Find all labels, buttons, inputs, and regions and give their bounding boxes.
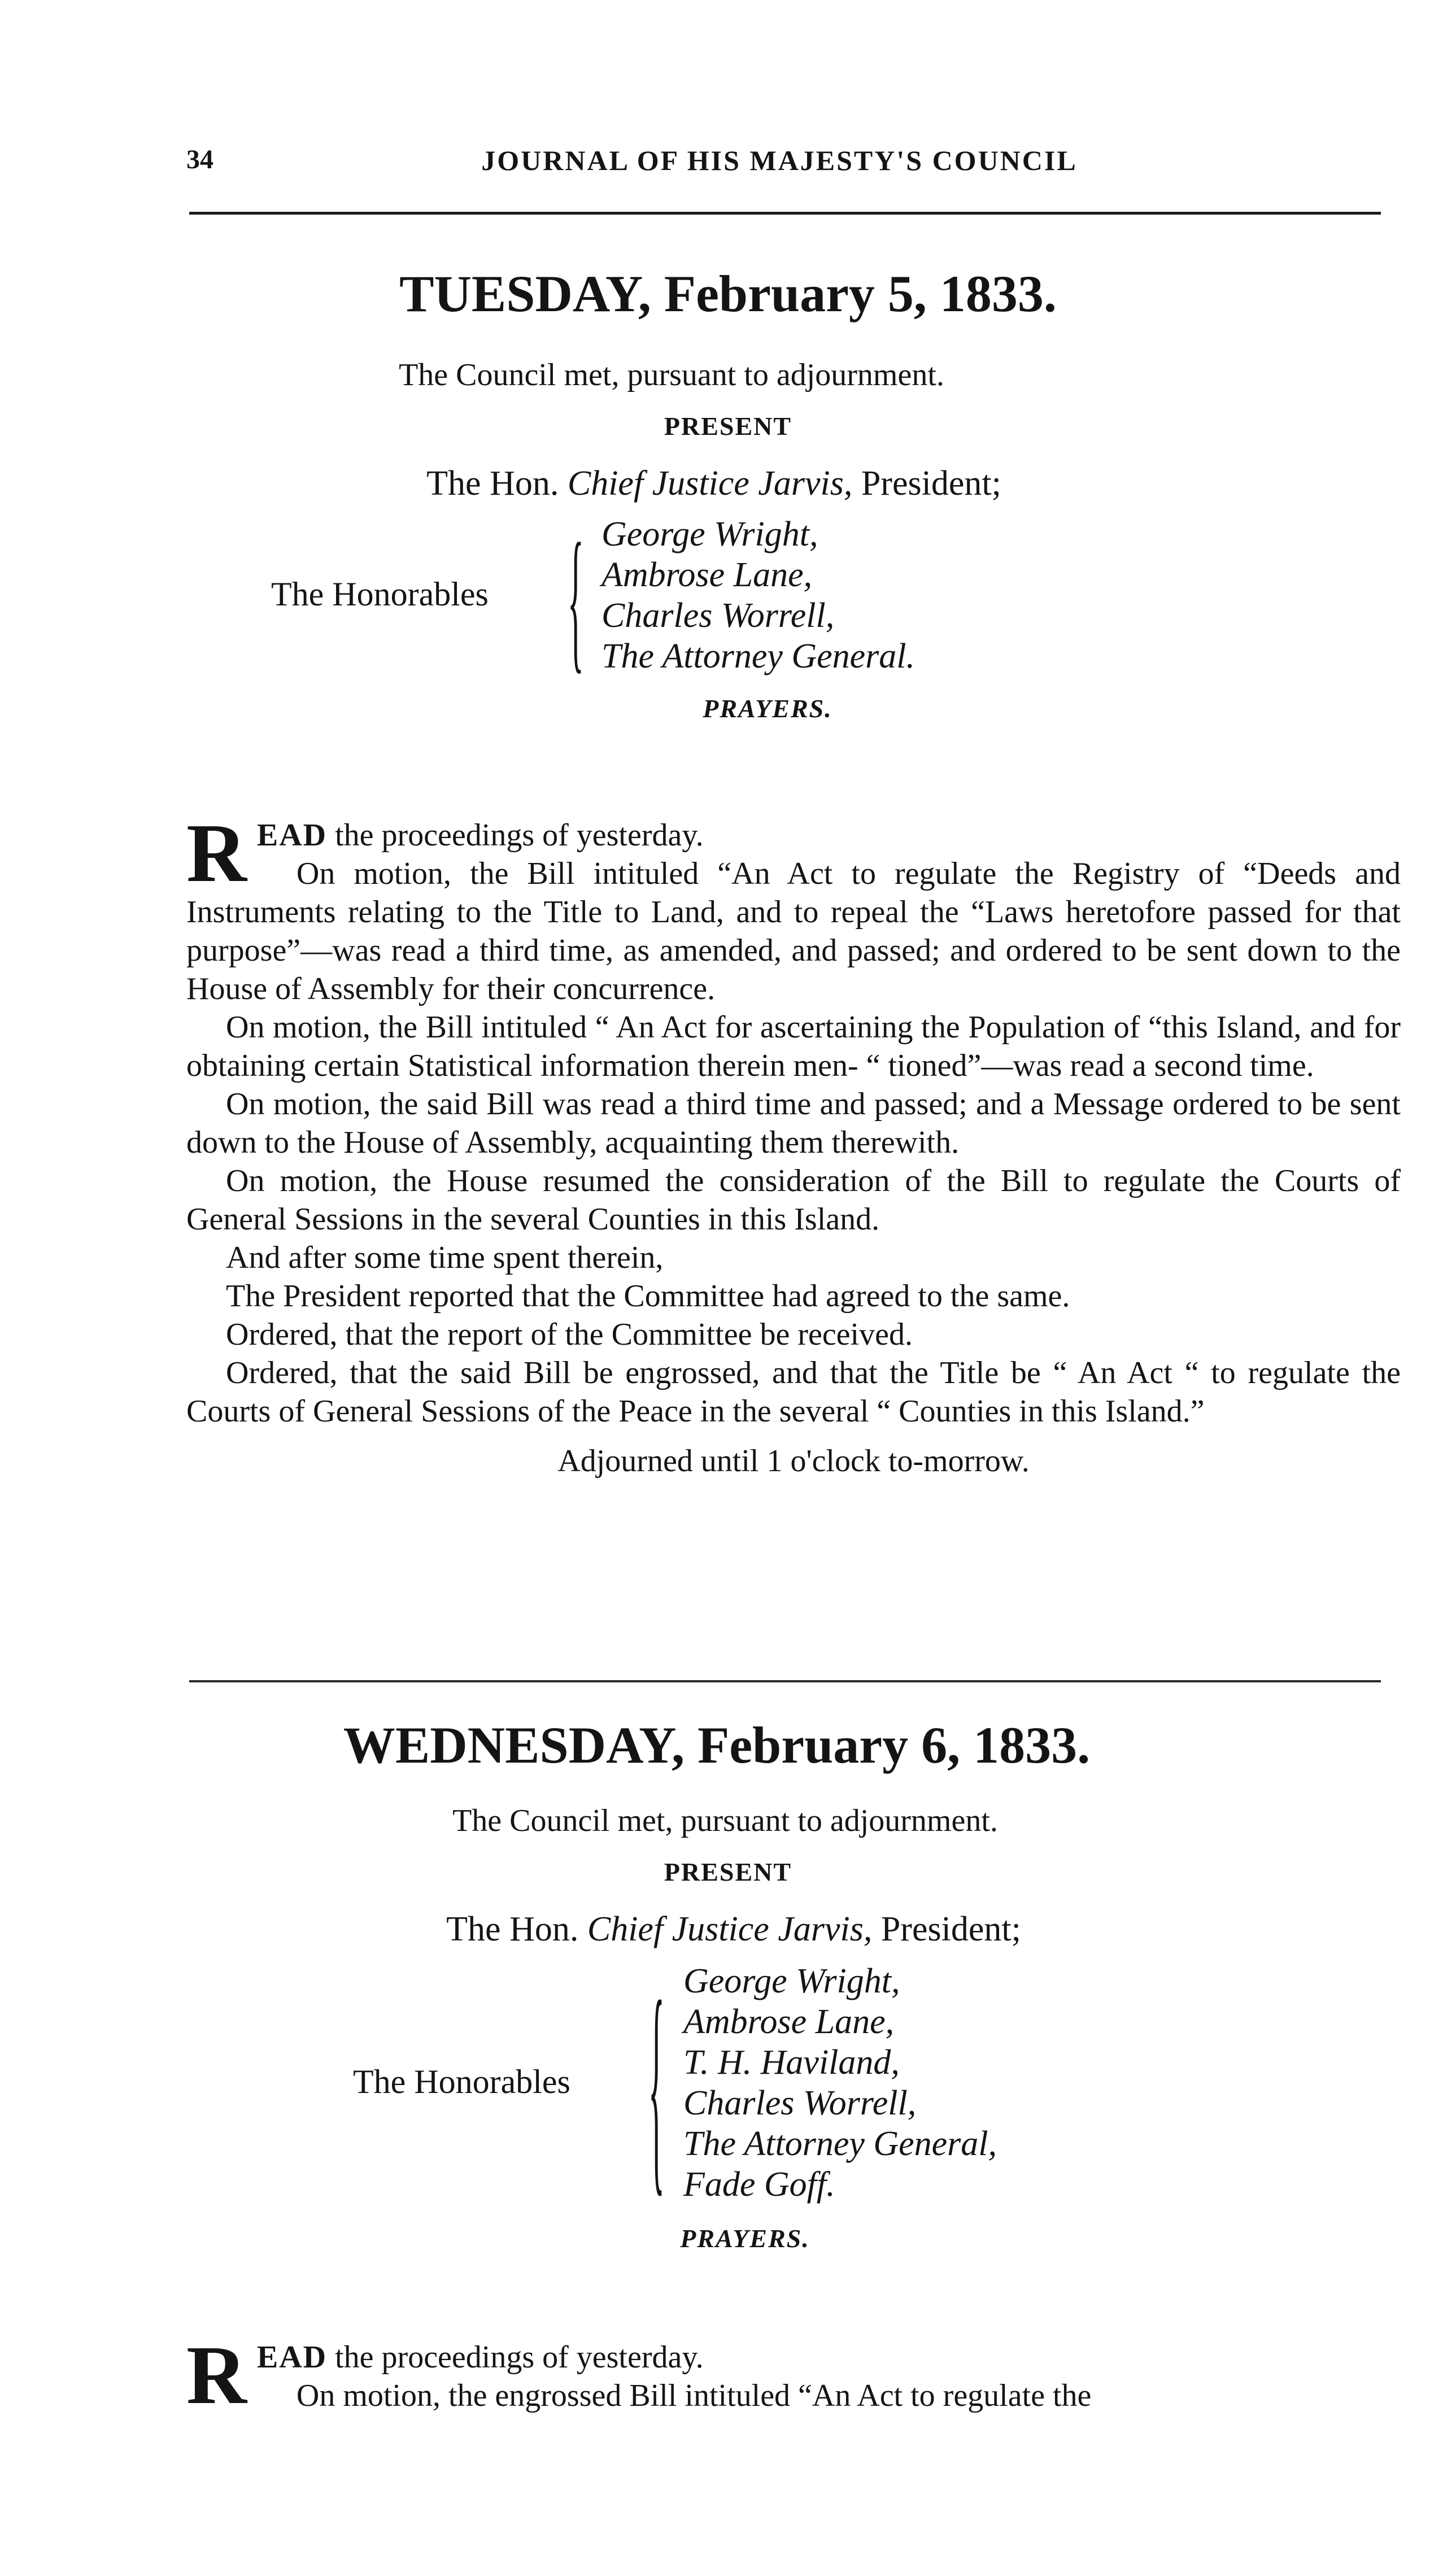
honorables-label: The Honorables xyxy=(271,575,489,613)
president-suffix: President; xyxy=(861,464,1001,503)
paragraph: Ordered, that the report of the Committee be received. xyxy=(226,1317,913,1352)
honorables-list xyxy=(601,514,915,677)
honorables-block xyxy=(0,512,1456,687)
tuesday-section xyxy=(0,265,1456,723)
dropcap: R xyxy=(186,807,247,900)
honorable-name: Ambrose Lane, xyxy=(601,556,813,595)
day-heading: TUESDAY, February 5, 1833. xyxy=(399,265,1057,322)
honorables-block xyxy=(0,1955,1456,2216)
president-name: Chief Justice Jarvis, xyxy=(567,464,853,503)
wednesday-section xyxy=(0,1717,1456,2253)
meeting-line: The Council met, pursuant to adjournment. xyxy=(452,1803,998,1839)
brace-icon: { xyxy=(568,512,584,687)
prayers-label: PRAYERS. xyxy=(703,694,832,723)
paragraph: On motion, the Bill intituled “ An Act for ascertaining the Population of “this Island, and for obtaining certain Statistical information therein men- “ tioned”—was read a second time. xyxy=(186,1010,1401,1083)
honorable-name: George Wright, xyxy=(683,1962,900,2001)
president-suffix: President; xyxy=(880,1910,1021,1949)
header-rule xyxy=(189,212,1381,215)
page-number: 34 xyxy=(186,145,213,175)
honorables-list xyxy=(683,1961,997,2205)
prayers-label: PRAYERS. xyxy=(680,2224,810,2253)
honorable-name: The Attorney General, xyxy=(683,2125,997,2164)
paragraph: On motion, the House resumed the consideration of the Bill to regulate the Courts of General Sessions in the several Counties in this Island. xyxy=(186,1163,1401,1237)
opening-paragraph: READ the proceedings of yesterday. xyxy=(186,807,704,900)
day-heading-date: February 5, 1833. xyxy=(664,265,1057,322)
day-heading: WEDNESDAY, February 6, 1833. xyxy=(343,1716,1091,1774)
honorables-label: The Honorables xyxy=(353,2063,570,2101)
meeting-line: The Council met, pursuant to adjournment. xyxy=(399,357,944,393)
adjourned-line: Adjourned until 1 o'clock to-morrow. xyxy=(557,1444,1030,1479)
paragraph: On motion, the Bill intituled “An Act to regulate the Registry of “Deeds and Instruments relating to the Title to Land, and to repeal the “Laws heretofore passed for that purpose”—was read a third time, as amended, and passed; and ordered to be sent down to the House of Assembly for their concurrence. xyxy=(186,856,1401,1006)
president-prefix: The Hon. xyxy=(426,464,559,503)
brace-icon: { xyxy=(648,1955,665,2216)
present-label: PRESENT xyxy=(664,412,792,441)
honorable-name: Fade Goff. xyxy=(683,2165,835,2204)
honorable-name: Ambrose Lane, xyxy=(683,2003,895,2042)
day-heading-date: February 6, 1833. xyxy=(698,1716,1091,1774)
paragraph: Ordered, that the said Bill be engrossed, and that the Title be “ An Act “ to regulate the Courts of General Sessions of the Peace in the several “ Counties in this Island.” xyxy=(186,1355,1401,1429)
present-label: PRESENT xyxy=(664,1857,792,1887)
honorable-name: George Wright, xyxy=(601,515,818,554)
day-heading-name: UESDAY, xyxy=(434,265,651,322)
honorable-name: The Attorney General. xyxy=(601,637,916,676)
running-title: JOURNAL OF HIS MAJESTY'S COUNCIL xyxy=(481,145,1078,176)
president-name: Chief Justice Jarvis, xyxy=(587,1910,873,1949)
president-line xyxy=(0,464,1456,504)
paragraph: The President reported that the Committee had agreed to the same. xyxy=(226,1279,1070,1314)
paragraph: On motion, the said Bill was read a third time and passed; and a Message ordered to be sent down to the House of Assembly, acquainting them therewith. xyxy=(186,1087,1401,1160)
honorable-name: Charles Worrell, xyxy=(683,2084,917,2123)
section-divider xyxy=(189,1680,1381,1682)
president-prefix: The Hon. xyxy=(446,1910,579,1949)
opening-paragraph: READ the proceedings of yesterday. xyxy=(186,2329,704,2422)
honorable-name: T. H. Haviland, xyxy=(683,2043,900,2082)
day-heading-name: EDNESDAY, xyxy=(395,1716,685,1774)
honorable-name: Charles Worrell, xyxy=(601,596,835,635)
paragraph: On motion, the engrossed Bill intituled “An Act to regulate the xyxy=(296,2378,1092,2413)
tuesday-proceedings xyxy=(186,807,1401,1480)
dropcap: R xyxy=(186,2329,247,2422)
paragraph: And after some time spent therein, xyxy=(226,1240,664,1275)
wednesday-proceedings xyxy=(186,2329,1401,2422)
running-header xyxy=(169,144,1389,184)
president-line xyxy=(11,1909,1456,1950)
